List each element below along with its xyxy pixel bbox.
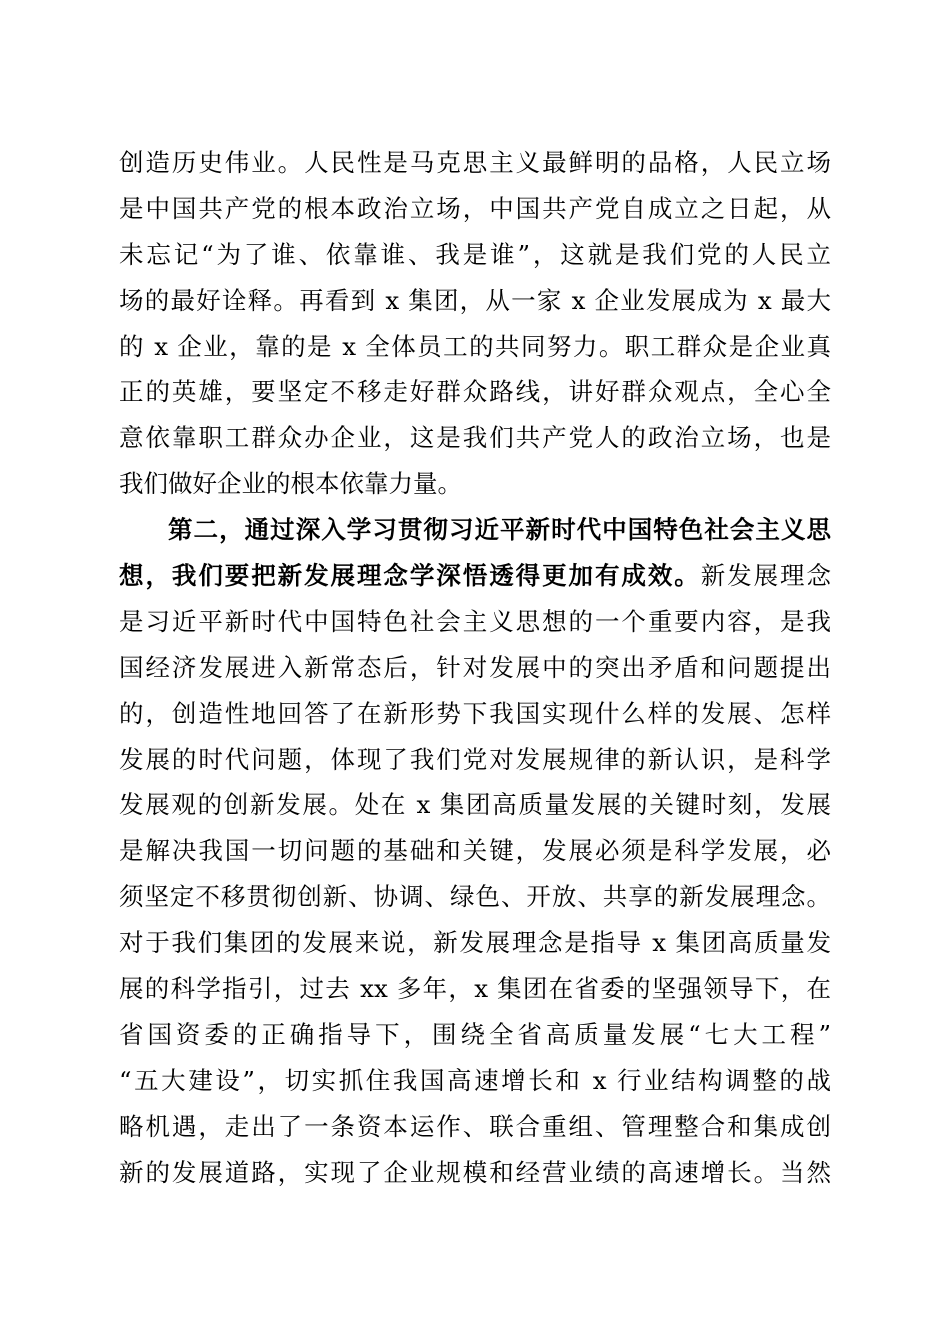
text-line: 新的发展道路，实现了企业规模和经营业绩的高速增长。当然: [119, 1157, 831, 1187]
text-line: “五大建设”，切实抓住我国高速增长和 x 行业结构调整的战: [119, 1065, 831, 1095]
text-line: 发展观的创新发展。处在 x 集团高质量发展的关键时刻，发展: [119, 790, 831, 820]
text-line: 的 x 企业，靠的是 x 全体员工的共同努力。职工群众是企业真: [119, 331, 831, 361]
text-line: 略机遇，走出了一条资本运作、联合重组、管理整合和集成创: [119, 1111, 831, 1141]
text-line: 是习近平新时代中国特色社会主义思想的一个重要内容，是我: [119, 606, 831, 636]
text-line: 创造历史伟业。人民性是马克思主义最鲜明的品格，人民立场: [119, 148, 831, 177]
text-line: 我们做好企业的根本依靠力量。: [119, 469, 462, 499]
text-line: 是解决我国一切问题的基础和关键，发展必须是科学发展，必: [119, 836, 831, 866]
text-line-tail: 新发展理念: [700, 561, 832, 591]
section-heading-tail: 想，我们要把新发展理念学深悟透得更加有成效。: [119, 561, 701, 591]
text-line: 是中国共产党的根本政治立场，中国共产党自成立之日起，从: [119, 193, 831, 223]
text-line: 国经济发展进入新常态后，针对发展中的突出矛盾和问题提出: [119, 652, 831, 682]
section-heading-continued: [119, 553, 831, 599]
section-heading: 第二，通过深入学习贯彻习近平新时代中国特色社会主义思: [168, 515, 831, 545]
text-line: 省国资委的正确指导下，围绕全省高质量发展“七大工程”: [119, 1019, 831, 1049]
text-line: 场的最好诠释。再看到 x 集团，从一家 x 企业发展成为 x 最大: [119, 285, 831, 315]
text-line: 意依靠职工群众办企业，这是我们共产党人的政治立场，也是: [119, 423, 831, 453]
text-line: 须坚定不移贯彻创新、协调、绿色、开放、共享的新发展理念。: [119, 882, 831, 912]
text-line: 发展的时代问题，体现了我们党对发展规律的新认识，是科学: [119, 744, 831, 774]
text-line: 的，创造性地回答了在新形势下我国实现什么样的发展、怎样: [119, 698, 831, 728]
text-line: 未忘记“为了谁、依靠谁、我是谁”，这就是我们党的人民立: [119, 239, 831, 269]
text-line: 对于我们集团的发展来说，新发展理念是指导 x 集团高质量发: [119, 928, 831, 958]
text-line: 展的科学指引，过去 xx 多年，x 集团在省委的坚强领导下，在: [119, 974, 831, 1004]
text-line: 正的英雄，要坚定不移走好群众路线，讲好群众观点，全心全: [119, 377, 831, 407]
document-body: [119, 140, 831, 1195]
